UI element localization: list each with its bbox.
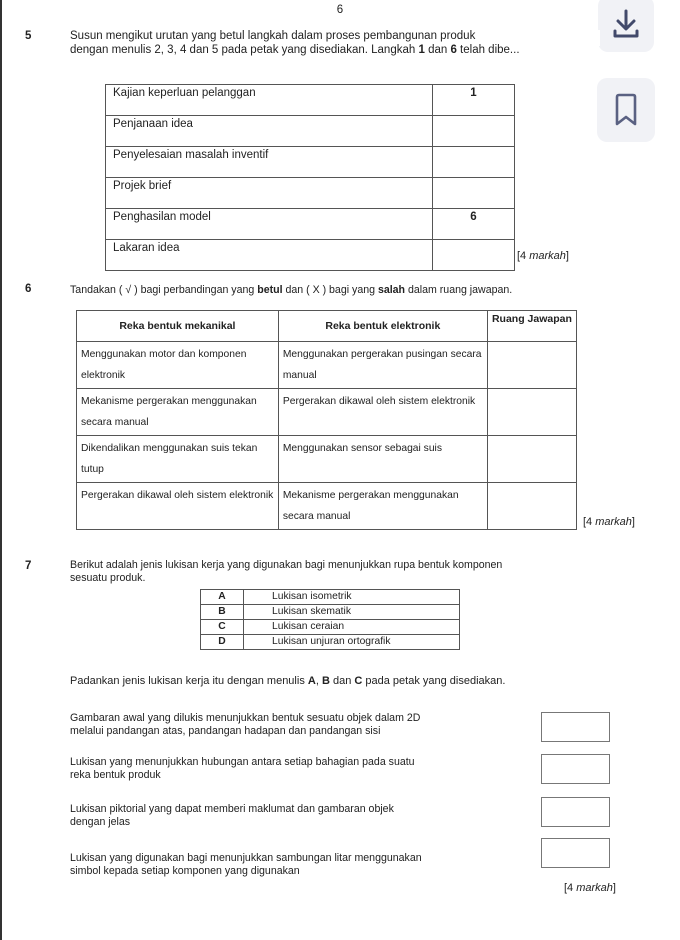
bookmark-icon [613,93,639,127]
step-answer-cell[interactable] [433,147,515,178]
mechanical-cell: Menggunakan motor dan komponen elektronik [77,342,279,389]
electronic-cell: Pergerakan dikawal oleh sistem elektronik [278,389,487,436]
table-row [77,436,577,483]
step-answer-cell[interactable] [433,178,515,209]
answer-cell[interactable] [487,483,576,530]
question-7-marks: [4 markah] [564,882,616,894]
step-label: Penyelesaian masalah inventif [106,147,433,178]
mechanical-cell: Mekanisme pergerakan menggunakan secara manual [77,389,279,436]
table-row [201,635,460,650]
match-answer-box[interactable] [541,712,610,742]
match-answer-box[interactable] [541,838,610,868]
type-key: A [201,590,244,605]
header-electronic: Reka bentuk elektronik [278,311,487,342]
table-row [77,389,577,436]
type-label: Lukisan skematik [244,605,460,620]
match-item: Lukisan yang menunjukkan hubungan antara setiap bahagian pada suatu reka bentuk produk [70,756,415,781]
type-key: B [201,605,244,620]
question-5-text [70,29,590,57]
question-5-line2: dengan menulis 2, 3, 4 dan 5 pada petak yang disediakan. Langkah 1 dan 6 telah dibe... [70,44,520,56]
table-row [106,147,515,178]
question-7-number: 7 [25,560,32,572]
mechanical-cell: Dikendalikan menggunakan suis tekan tutup [77,436,279,483]
page-number: 6 [336,4,344,16]
match-item: Lukisan piktorial yang dapat memberi maklumat dan gambaran objek dengan jelas [70,803,394,828]
table-row [201,620,460,635]
bookmark-button[interactable] [597,78,655,142]
answer-cell[interactable] [487,389,576,436]
type-label: Lukisan unjuran ortografik [244,635,460,650]
question-7-line2: sesuatu produk. [70,572,146,584]
electronic-cell: Mekanisme pergerakan menggunakan secara manual [278,483,487,530]
type-key: C [201,620,244,635]
match-item: Gambaran awal yang dilukis menunjukkan bentuk sesuatu objek dalam 2D melalui pandangan atas, pandangan hadapan dan pandangan sisi [70,712,421,737]
step-label: Projek brief [106,178,433,209]
question-6-number: 6 [25,283,32,295]
table-row [77,483,577,530]
step-label: Penjanaan idea [106,116,433,147]
electronic-cell: Menggunakan pergerakan pusingan secara manual [278,342,487,389]
header-answer-space: Ruang Jawapan [487,311,576,342]
page-left-edge [0,0,2,940]
question-7-instruction: Padankan jenis lukisan kerja itu dengan menulis A, B dan C pada petak yang disediakan. [70,675,506,687]
question-6-text: Tandakan ( √ ) bagi perbandingan yang betul dan ( X ) bagi yang salah dalam ruang jawapan. [70,284,513,296]
answer-cell[interactable] [487,342,576,389]
table-row [106,178,515,209]
table-row [106,209,515,240]
table-row [77,342,577,389]
table-row [106,116,515,147]
download-icon [611,8,641,40]
type-key: D [201,635,244,650]
step-answer-cell[interactable] [433,240,515,271]
question-6-table [76,310,577,530]
step-label: Penghasilan model [106,209,433,240]
table-row [201,605,460,620]
header-mechanical: Reka bentuk mekanikal [77,311,279,342]
mechanical-cell: Pergerakan dikawal oleh sistem elektronik [77,483,279,530]
question-5-number: 5 [25,30,32,42]
question-6-marks: [4 markah] [583,516,635,528]
answer-cell[interactable] [487,436,576,483]
match-answer-box[interactable] [541,797,610,827]
question-7-line1: Berikut adalah jenis lukisan kerja yang digunakan bagi menunjukkan rupa bentuk komponen [70,559,503,571]
table-row [106,240,515,271]
step-label: Lakaran idea [106,240,433,271]
question-5-marks: [4 markah] [517,250,569,262]
step-label: Kajian keperluan pelanggan [106,85,433,116]
table-header-row [77,311,577,342]
download-button[interactable] [598,0,654,52]
step-answer-cell[interactable]: 6 [433,209,515,240]
drawing-types-table [200,589,460,650]
question-5-line1: Susun mengikut urutan yang betul langkah dalam proses pembangunan produk [70,30,476,42]
table-row [201,590,460,605]
step-answer-cell[interactable] [433,116,515,147]
type-label: Lukisan isometrik [244,590,460,605]
match-answer-box[interactable] [541,754,610,784]
question-5-table [105,84,515,271]
match-item: Lukisan yang digunakan bagi menunjukkan sambungan litar menggunakan simbol kepada setiap komponen yang digunakan [70,852,422,877]
electronic-cell: Menggunakan sensor sebagai suis [278,436,487,483]
step-answer-cell[interactable]: 1 [433,85,515,116]
table-row [106,85,515,116]
question-7-text [70,559,670,585]
type-label: Lukisan ceraian [244,620,460,635]
